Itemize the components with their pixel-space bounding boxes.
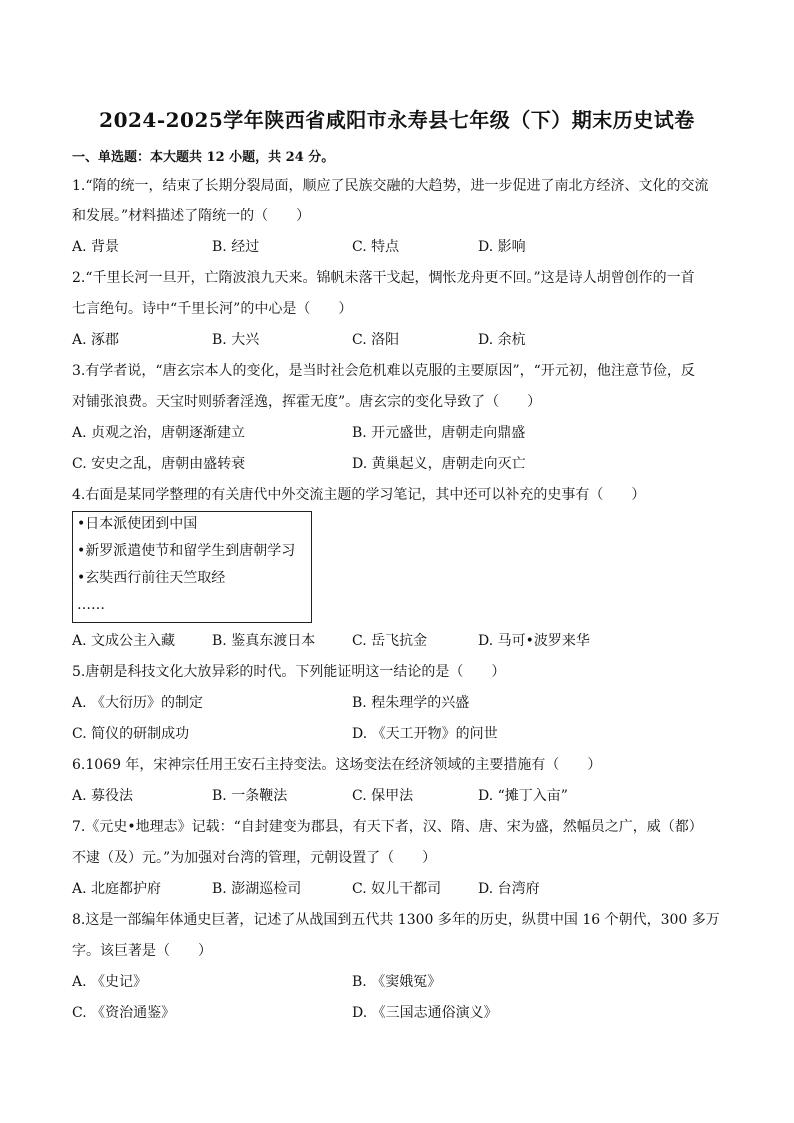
question-1-option-d: D. 影响: [478, 239, 526, 255]
question-6-option-d: D. “摊丁入亩”: [478, 788, 568, 804]
question-2-line-1: 2.“千里长河一旦开，亡隋波浪九天来。锦帆未落干戈起，惆怅龙舟更不回。”这是诗人胡曾创作的一首: [72, 270, 695, 286]
note-item: •新罗派遣使节和留学生到唐朝学习: [77, 543, 296, 559]
question-4-option-a: A. 文成公主入藏: [72, 633, 176, 649]
note-item: •日本派使团到中国: [77, 516, 198, 532]
question-7-option-a: A. 北庭都护府: [72, 881, 162, 897]
question-3-option-d: D. 黄巢起义，唐朝走向灭亡: [352, 456, 526, 472]
note-item: •玄奘西行前往天竺取经: [77, 570, 226, 586]
question-8-option-c: C. 《资治通鉴》: [72, 1005, 176, 1021]
page-title: 2024-2025学年陕西省咸阳市永寿县七年级（下）期末历史试卷: [99, 108, 695, 132]
question-6-option-b: B. 一条鞭法: [212, 788, 288, 804]
question-3-option-a: A. 贞观之治，唐朝逐渐建立: [72, 425, 246, 441]
question-2-option-d: D. 余杭: [478, 332, 526, 348]
question-6-option-c: C. 保甲法: [352, 788, 414, 804]
question-7-option-b: B. 澎湖巡检司: [212, 881, 302, 897]
question-8-line-2: 字。该巨著是（ ）: [72, 943, 212, 959]
question-5-option-d: D. 《天工开物》的问世: [352, 726, 498, 742]
question-3-option-c: C. 安史之乱，唐朝由盛转衰: [72, 456, 246, 472]
question-8-line-1: 8.这是一部编年体通史巨著，记述了从战国到五代共 1300 多年的历史，纵贯中国 16 个朝代，300 多万: [72, 912, 720, 928]
question-4-option-d: D. 马可•波罗来华: [478, 633, 590, 649]
question-1-option-c: C. 特点: [352, 239, 400, 255]
question-8-option-a: A. 《史记》: [72, 974, 148, 990]
question-4-option-c: C. 岳飞抗金: [352, 633, 428, 649]
question-4-option-b: B. 鉴真东渡日本: [212, 633, 316, 649]
question-4-line-1: 4.右面是某同学整理的有关唐代中外交流主题的学习笔记，其中还可以补充的史事有（ ）: [72, 487, 646, 503]
question-8-option-b: B. 《窦娥冤》: [352, 974, 442, 990]
question-1-option-b: B. 经过: [212, 239, 260, 255]
question-5-option-a: A. 《大衍历》的制定: [72, 695, 204, 711]
question-2-option-b: B. 大兴: [212, 332, 260, 348]
question-3-line-2: 对铺张浪费。天宝时则骄奢淫逸，挥霍无度”。唐玄宗的变化导致了（ ）: [72, 394, 542, 410]
question-5-line-1: 5.唐朝是科技文化大放异彩的时代。下列能证明这一结论的是（ ）: [72, 664, 506, 680]
study-notes-box: [72, 511, 312, 623]
question-7-option-d: D. 台湾府: [478, 881, 540, 897]
question-5-option-c: C. 简仪的研制成功: [72, 726, 190, 742]
question-6-option-a: A. 募役法: [72, 788, 134, 804]
question-2-option-a: A. 涿郡: [72, 332, 120, 348]
question-2-option-c: C. 洛阳: [352, 332, 400, 348]
question-6-line-1: 6.1069 年，宋神宗任用王安石主持变法。这场变法在经济领域的主要措施有（ ）: [72, 757, 602, 773]
question-1-line-1: 1.“隋的统一，结束了长期分裂局面，顺应了民族交融的大趋势，进一步促进了南北方经济、文化的交流: [72, 178, 709, 194]
question-3-option-b: B. 开元盛世，唐朝走向鼎盛: [352, 425, 526, 441]
question-8-option-d: D. 《三国志通俗演义》: [352, 1005, 498, 1021]
question-7-line-2: 不逮（及）元。”为加强对台湾的管理，元朝设置了（ ）: [72, 850, 437, 866]
question-3-line-1: 3.有学者说，“唐玄宗本人的变化，是当时社会危机难以克服的主要原因”，“开元初，他注意节俭，反: [72, 363, 695, 379]
question-7-line-1: 7.《元史•地理志》记载：“自封建变为郡县，有天下者，汉、隋、唐、宋为盛，然幅员之广，威（都）: [72, 819, 703, 835]
note-item: ……: [77, 597, 105, 613]
question-5-option-b: B. 程朱理学的兴盛: [352, 695, 470, 711]
section-heading: 一、单选题：本大题共 12 小题，共 24 分。: [72, 150, 335, 165]
question-7-option-c: C. 奴儿干都司: [352, 881, 442, 897]
question-2-line-2: 七言绝句。诗中“千里长河”的中心是（ ）: [72, 301, 353, 317]
question-1-option-a: A. 背景: [72, 239, 120, 255]
question-1-line-2: 和发展。”材料描述了隋统一的（ ）: [72, 208, 311, 224]
